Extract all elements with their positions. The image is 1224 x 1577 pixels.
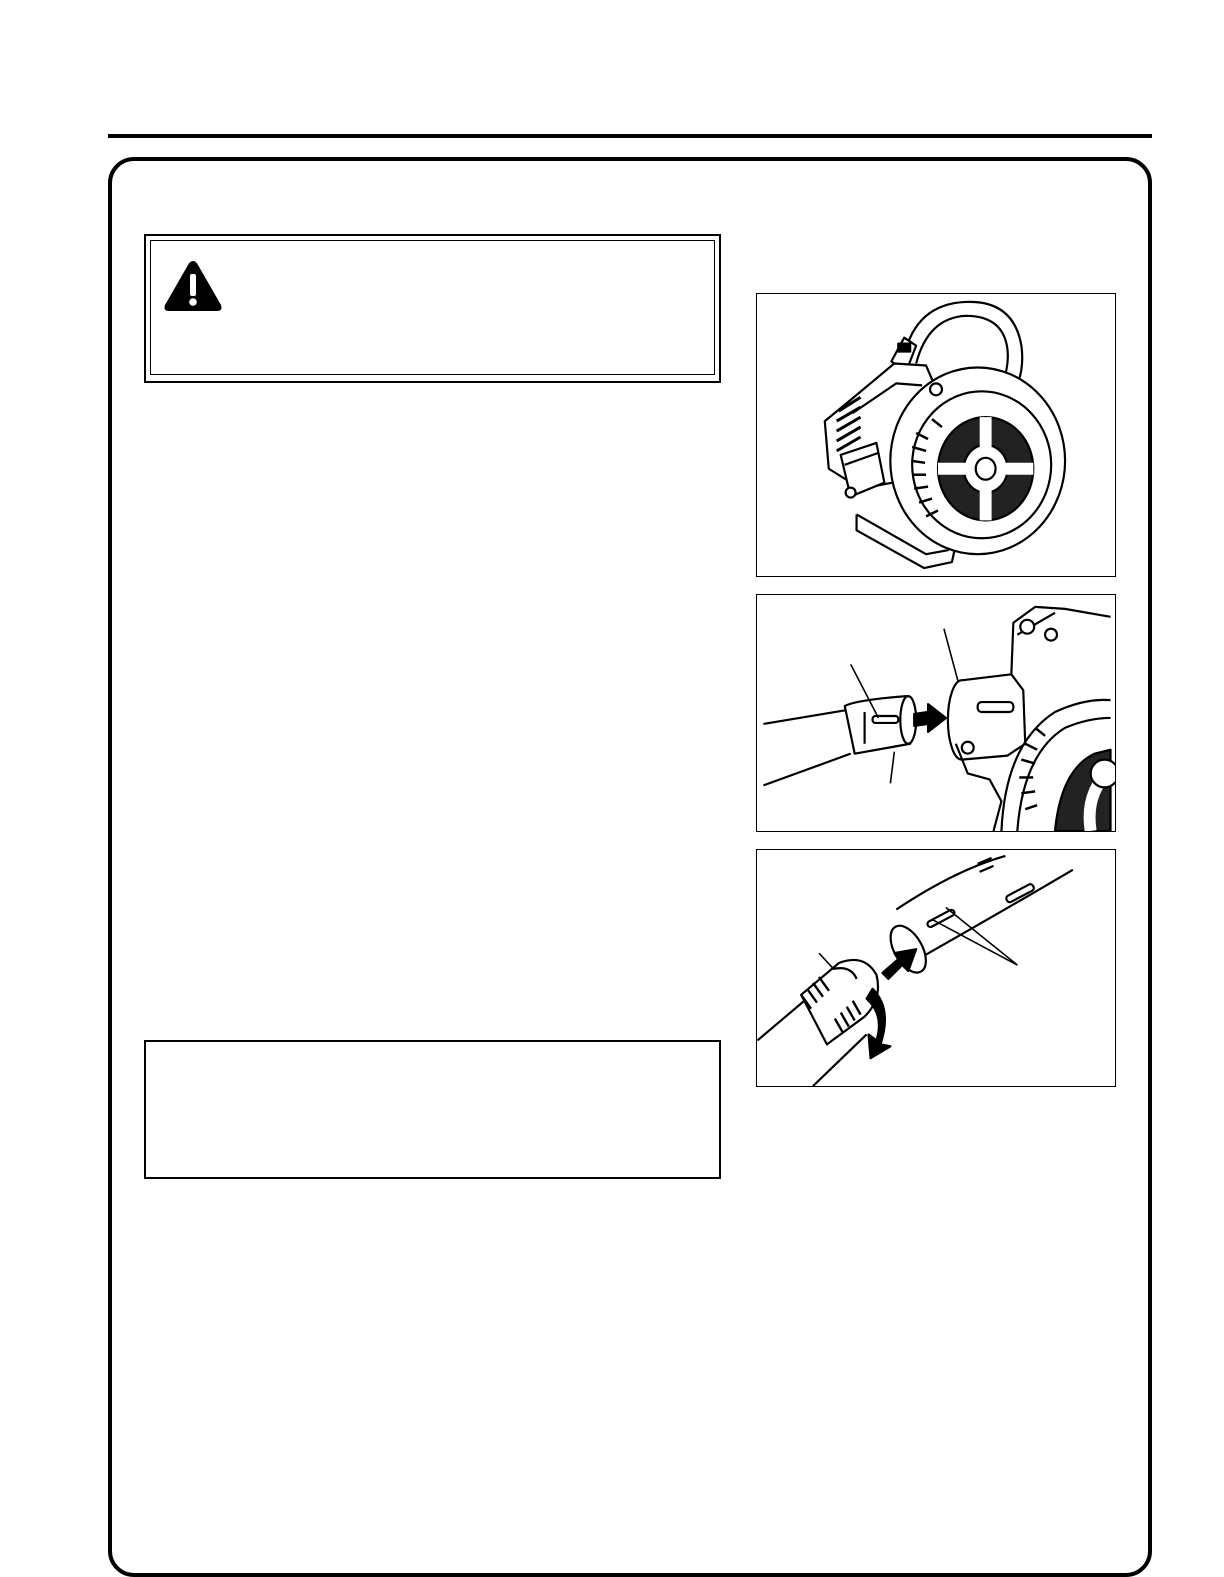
blower-unit-illustration bbox=[757, 294, 1115, 576]
pipe-join-illustration bbox=[757, 850, 1115, 1086]
figure-pipe-join bbox=[756, 849, 1116, 1087]
warning-inner-border bbox=[150, 240, 715, 375]
warning-box bbox=[144, 234, 721, 383]
figure-pipe-attach bbox=[756, 594, 1116, 832]
header-rule bbox=[108, 134, 1152, 138]
figure-blower-unit bbox=[756, 293, 1116, 577]
notice-box bbox=[144, 1040, 721, 1179]
warning-triangle-icon bbox=[163, 259, 223, 313]
pipe-attach-illustration bbox=[757, 595, 1115, 831]
